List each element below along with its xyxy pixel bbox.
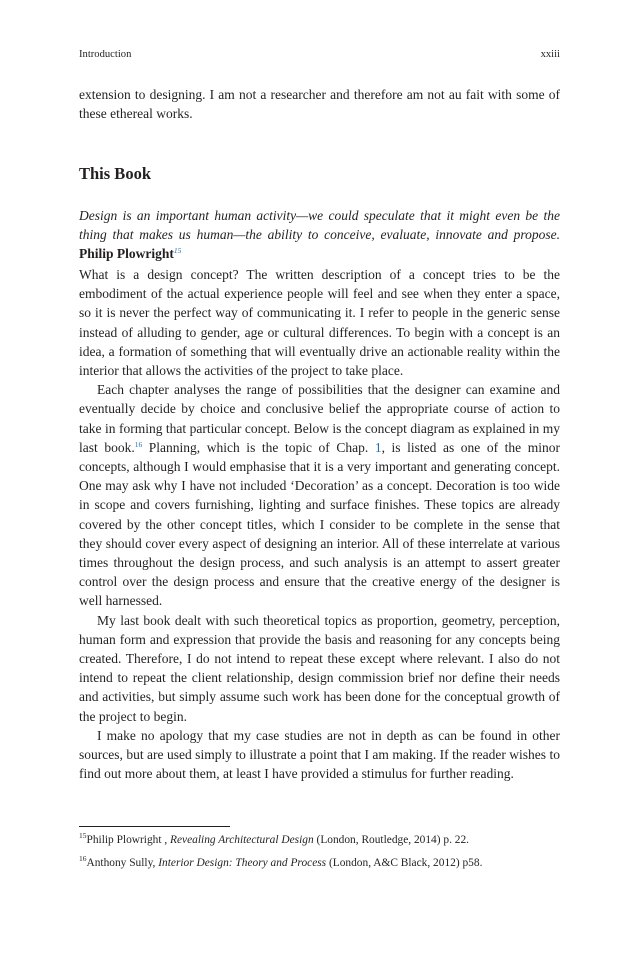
- footnote-number: 15: [79, 831, 87, 840]
- footnote-16: [79, 855, 560, 871]
- page-number: xxiii: [540, 49, 560, 60]
- footnote-number: 16: [79, 854, 87, 863]
- running-head-chapter: Introduction: [79, 49, 132, 60]
- paragraph-2-part-a: Each chapter analyses the range of possibilities that the designer can examine and eventually decide by choice and conclusive belief the appropriate course of action to take in forming that particular concept. Below is the concept diagram as explained in my last book.: [79, 382, 560, 455]
- epigraph-quote: Design is an important human activity—we could speculate that it might even be the thing that makes us human—the ability to conceive, evaluate, innovate and propose.: [79, 208, 560, 243]
- main-text: [79, 265, 560, 783]
- continued-paragraph: extension to designing. I am not a researcher and therefore am not au fait with some of these ethereal works.: [79, 87, 560, 122]
- footnote-details: (London, Routledge, 2014) p. 22.: [313, 834, 470, 846]
- footnote-author: Philip Plowright ,: [86, 834, 171, 846]
- paragraph-2-part-b: Planning, which is the topic of Chap.: [142, 439, 375, 455]
- epigraph-author: Philip Plowright: [79, 246, 174, 262]
- footnote-title: Revealing Architectural Design: [170, 834, 314, 846]
- footnote-15: [79, 832, 560, 848]
- epigraph: [79, 206, 560, 264]
- footnotes: [79, 832, 560, 878]
- paragraph-2: [79, 380, 560, 610]
- paragraph-4: I make no apology that my case studies are not in depth as can be found in other sources, but are used simply to illustrate a point that I am making. If the reader wishes to find out more about them, at least I have provided a stimulus for further reading.: [79, 727, 560, 782]
- footnote-divider: [79, 826, 230, 827]
- footnote-ref-16[interactable]: 16: [134, 439, 143, 449]
- running-head: [79, 49, 560, 60]
- footnote-author: Anthony Sully,: [86, 857, 159, 869]
- footnote-details: (London, A&C Black, 2012) p58.: [326, 857, 483, 869]
- paragraph-1: What is a design concept? The written description of a concept tries to be the embodiment of the actual experience people will feel and see when they enter a space, so it is never the perfect way of communicating it. I refer to people in the generic sense instead of alluding to gender, age or cultural differences. To begin with a concept is an idea, a formation of something that will eventually drive an actionable reality within the interior that allows the activities of the project to take place.: [79, 267, 560, 379]
- chapter-link[interactable]: 1: [374, 439, 382, 455]
- paragraph-3: My last book dealt with such theoretical topics as proportion, geometry, perception, human form and expression that provide the basis and reasoning for any concepts being created. Therefore, I do not intend to repeat these except where relevant. I also do not intend to repeat the client relationship, design commission brief nor define their needs and activities, but simply assume such work has been done for the conceptual growth of the project to begin.: [79, 612, 560, 724]
- paragraph-2-part-c: , is listed as one of the minor concepts, although I would emphasise that it is a very important and generating concept. One may ask why I have not included ‘Decoration’ as a concept. Decoration is too wide in scope and covers furnishing, lighting and surface finishes. These topics are already covered by the other concept titles, which I consider to be complete in the sense that they should cover every aspect of designing an interior. All of these interrelate at various times throughout the design process, and such analysis is an attempt to assert greater control over the design process and ensure that the creative energy of the designer is well harnessed.: [79, 439, 560, 609]
- section-heading: This Book: [79, 164, 151, 183]
- footnote-title: Interior Design: Theory and Process: [158, 857, 327, 869]
- footnote-ref-15[interactable]: 15: [173, 246, 182, 256]
